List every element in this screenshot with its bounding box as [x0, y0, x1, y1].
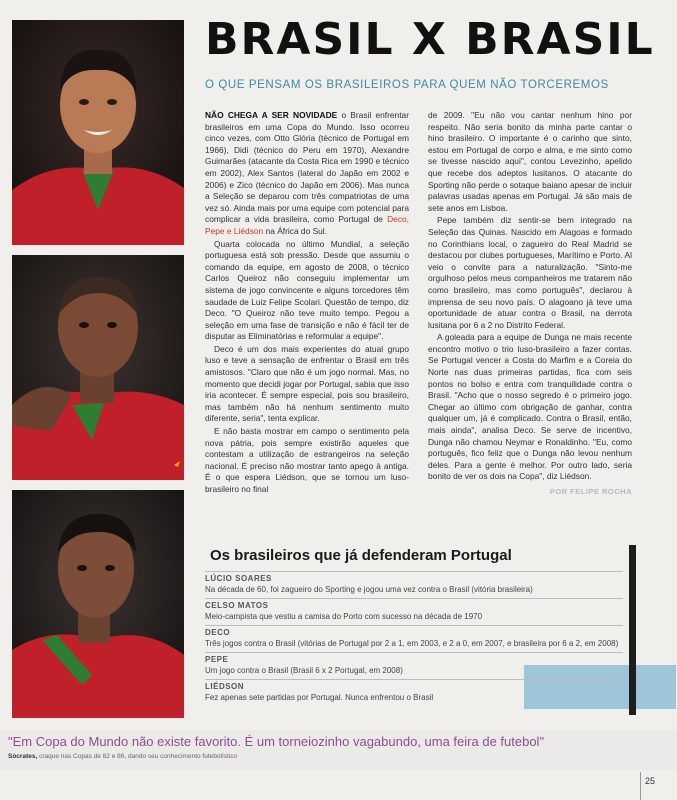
- list-item: [205, 571, 623, 598]
- article-column-1: [205, 110, 409, 497]
- player-name: LÚCIO SOARES: [205, 574, 272, 583]
- list-item: [205, 652, 623, 679]
- list-item: [205, 598, 623, 625]
- player-description: Um jogo contra o Brasil (Brasil 6 x 2 Portugal, em 2008): [205, 666, 403, 675]
- box-title: Os brasileiros que já defenderam Portugal: [210, 547, 512, 564]
- player-description: Três jogos contra o Brasil (vitórias de Portugal por 2 a 1, em 2003, e 2 a 0, em 2007, e brasileira por 6 a 2, em 2008): [205, 639, 619, 648]
- players-list: [205, 571, 623, 706]
- page-title: BRASIL X BRASIL: [205, 14, 655, 65]
- article-paragraph: [205, 110, 409, 238]
- decorative-bar: [629, 545, 636, 715]
- article-paragraph: de 2009. "Eu não vou cantar nenhum hino por respeito. Não seria bonito da minha parte cantar o hino brasileiro. O importante é o carinho que sinto, estou em Portugal de corpo e alma, e me sinto como se tivesse nascido aqui", contou Levezinho, apelido que recebe dos adeptos lusitanos. O atacante do Sporting não perde o sotaque baiano apesar de incluir palavras usadas apenas em Portugal. Já são mais de sete anos em Lisboa.: [428, 110, 632, 213]
- quote-author-note: craque nas Copas de 82 e 86, dando seu conhecimento futebolístico: [37, 753, 238, 760]
- quote-credit: [8, 753, 648, 760]
- player-description: Fez apenas sete partidas por Portugal. Nunca enfrentou o Brasil: [205, 693, 434, 702]
- article-lead: NÃO CHEGA A SER NOVIDADE: [205, 110, 338, 120]
- photo-liedson: [12, 490, 184, 718]
- article-column-2: [428, 110, 632, 498]
- article-paragraph: Quarta colocada no último Mundial, a seleção portuguesa está sob pressão. Desde que assumiu o comando da equipe, em agosto de 2008, o técnico Carlos Queiroz não conseguiu implementar um sistema de jogo convincente e alguns torcedores têm saudade de Luiz Felipe Scolari. Questão de tempo, diz Deco. "O Queiroz não teve muito tempo. Pegou a seleção em uma fase de transição e não é fácil ter de disputar as Eliminatórias e reformular a equipe".: [205, 238, 409, 342]
- list-item: [205, 679, 623, 706]
- page-subtitle: O QUE PENSAM OS BRASILEIROS PARA QUEM NÃO TORCEREMOS: [205, 79, 609, 91]
- article-paragraph: A goleada para a equipe de Dunga ne mais recente encontro motivo o trio luso-brasileiro a fazer contas. Se Portugal vencer a Costa do Marfim e a Coreia do Norte nas duas primeiras partidas, fica com seis pontos no bolso e entra com tranquilidade contra o Brasil. "Acho que o nosso segredo é o primeiro jogo. Chegar ao último com obrigação de ganhar, contra qualquer um, já é complicado. Contra o Brasil, então, mais ainda", analisa Deco. Se serve de incentivo, Dunga não chamou Neymar e Ronaldinho. "Eu, como português, fico feliz que o Dunga não levou nenhum deles. Para a gente é melhor. Por outro lado, seria bonito de ver os dois na Copa", diz Liédson.: [428, 332, 632, 482]
- list-item: [205, 625, 623, 652]
- page-number-divider: [640, 772, 641, 800]
- page-number: 25: [645, 776, 656, 786]
- byline: POR FELIPE ROCHA: [549, 487, 632, 496]
- player-description: Meio-campista que vestiu a camisa do Porto com sucesso na década de 1970: [205, 612, 483, 621]
- photo-pepe: [12, 255, 184, 480]
- pull-quote: "Em Copa do Mundo não existe favorito. É um torneiozinho vagabundo, uma feira de futebol": [8, 734, 545, 749]
- photo-deco: [12, 20, 184, 245]
- player-name: LIÉDSON: [205, 682, 245, 691]
- player-name: CELSO MATOS: [205, 601, 269, 610]
- player-description: Na década de 60, foi zagueiro do Sporting e jogou uma vez contra o Brasil (vitória brasileira): [205, 585, 533, 594]
- article-paragraph: Deco é um dos mais experientes do atual grupo luso e teve a sensação de enfrentar o Brasil em três amistosos. "Claro que não é um jogo normal. Mas, no momento que decidi jogar por Portugal, sabia que isso iria acontecer. É sempre especial, pois sou brasileiro, mas também não há nenhum sentimento muito diferente, seria", tenta explicar.: [205, 343, 409, 424]
- article-paragraph: E não basta mostrar em campo o sentimento pela nova pátria, pois sempre existirão aqueles que contestam a utilização de estrangeiros na seleção nacional. É preciso não mostrar tanto apego à antiga. É o que espera Liédson, que se tornou um luso-brasileiro no final: [205, 426, 409, 494]
- quote-author: Sócrates,: [8, 753, 38, 760]
- article-text: o Brasil enfrentar brasileiros em uma Copa do Mundo. Isso ocorreu cinco vezes, com Otto Glória (técnico de Portugal em 1966), Didi (técnico do Peru em 1970), Alexandre Guimarães (atacante da Costa Rica em 1990 e técnico em 2002), Alex Santos (lateral do Japão em 2002 e 2006) e Zico (técnico do Japão em 2006). Mas nunca a Seleção se deparou com três compatriotas de uma vez só. Ainda mais por uma equipe com potencial para complicar a vida brasileira, como Portugal de: [205, 110, 409, 225]
- player-name: PEPE: [205, 655, 229, 664]
- article-text: na África do Sul.: [263, 225, 327, 236]
- player-name: DECO: [205, 628, 231, 637]
- player-names-highlight: Deco, Pepe e Liédson: [205, 214, 409, 236]
- article-paragraph: Pepe também diz sentir-se bem integrado na Seleção das Quinas. Nascido em Alagoas e formado no Corinthians local, o zagueiro do Real Madrid se destacou por clubes portugueses, Marítimo e Porto. Al veio o convite para a naturalização. "Sinto-me orgulhoso pelos meus companheiros me tratarem não como brasileiro, mas como português", declarou à imprensa de seu novo país. O alagoano já teve uma oportunidade de atuar contra o Brasil, na derrota lusitana por 6 a 2 no Distrito Federal.: [428, 215, 632, 330]
